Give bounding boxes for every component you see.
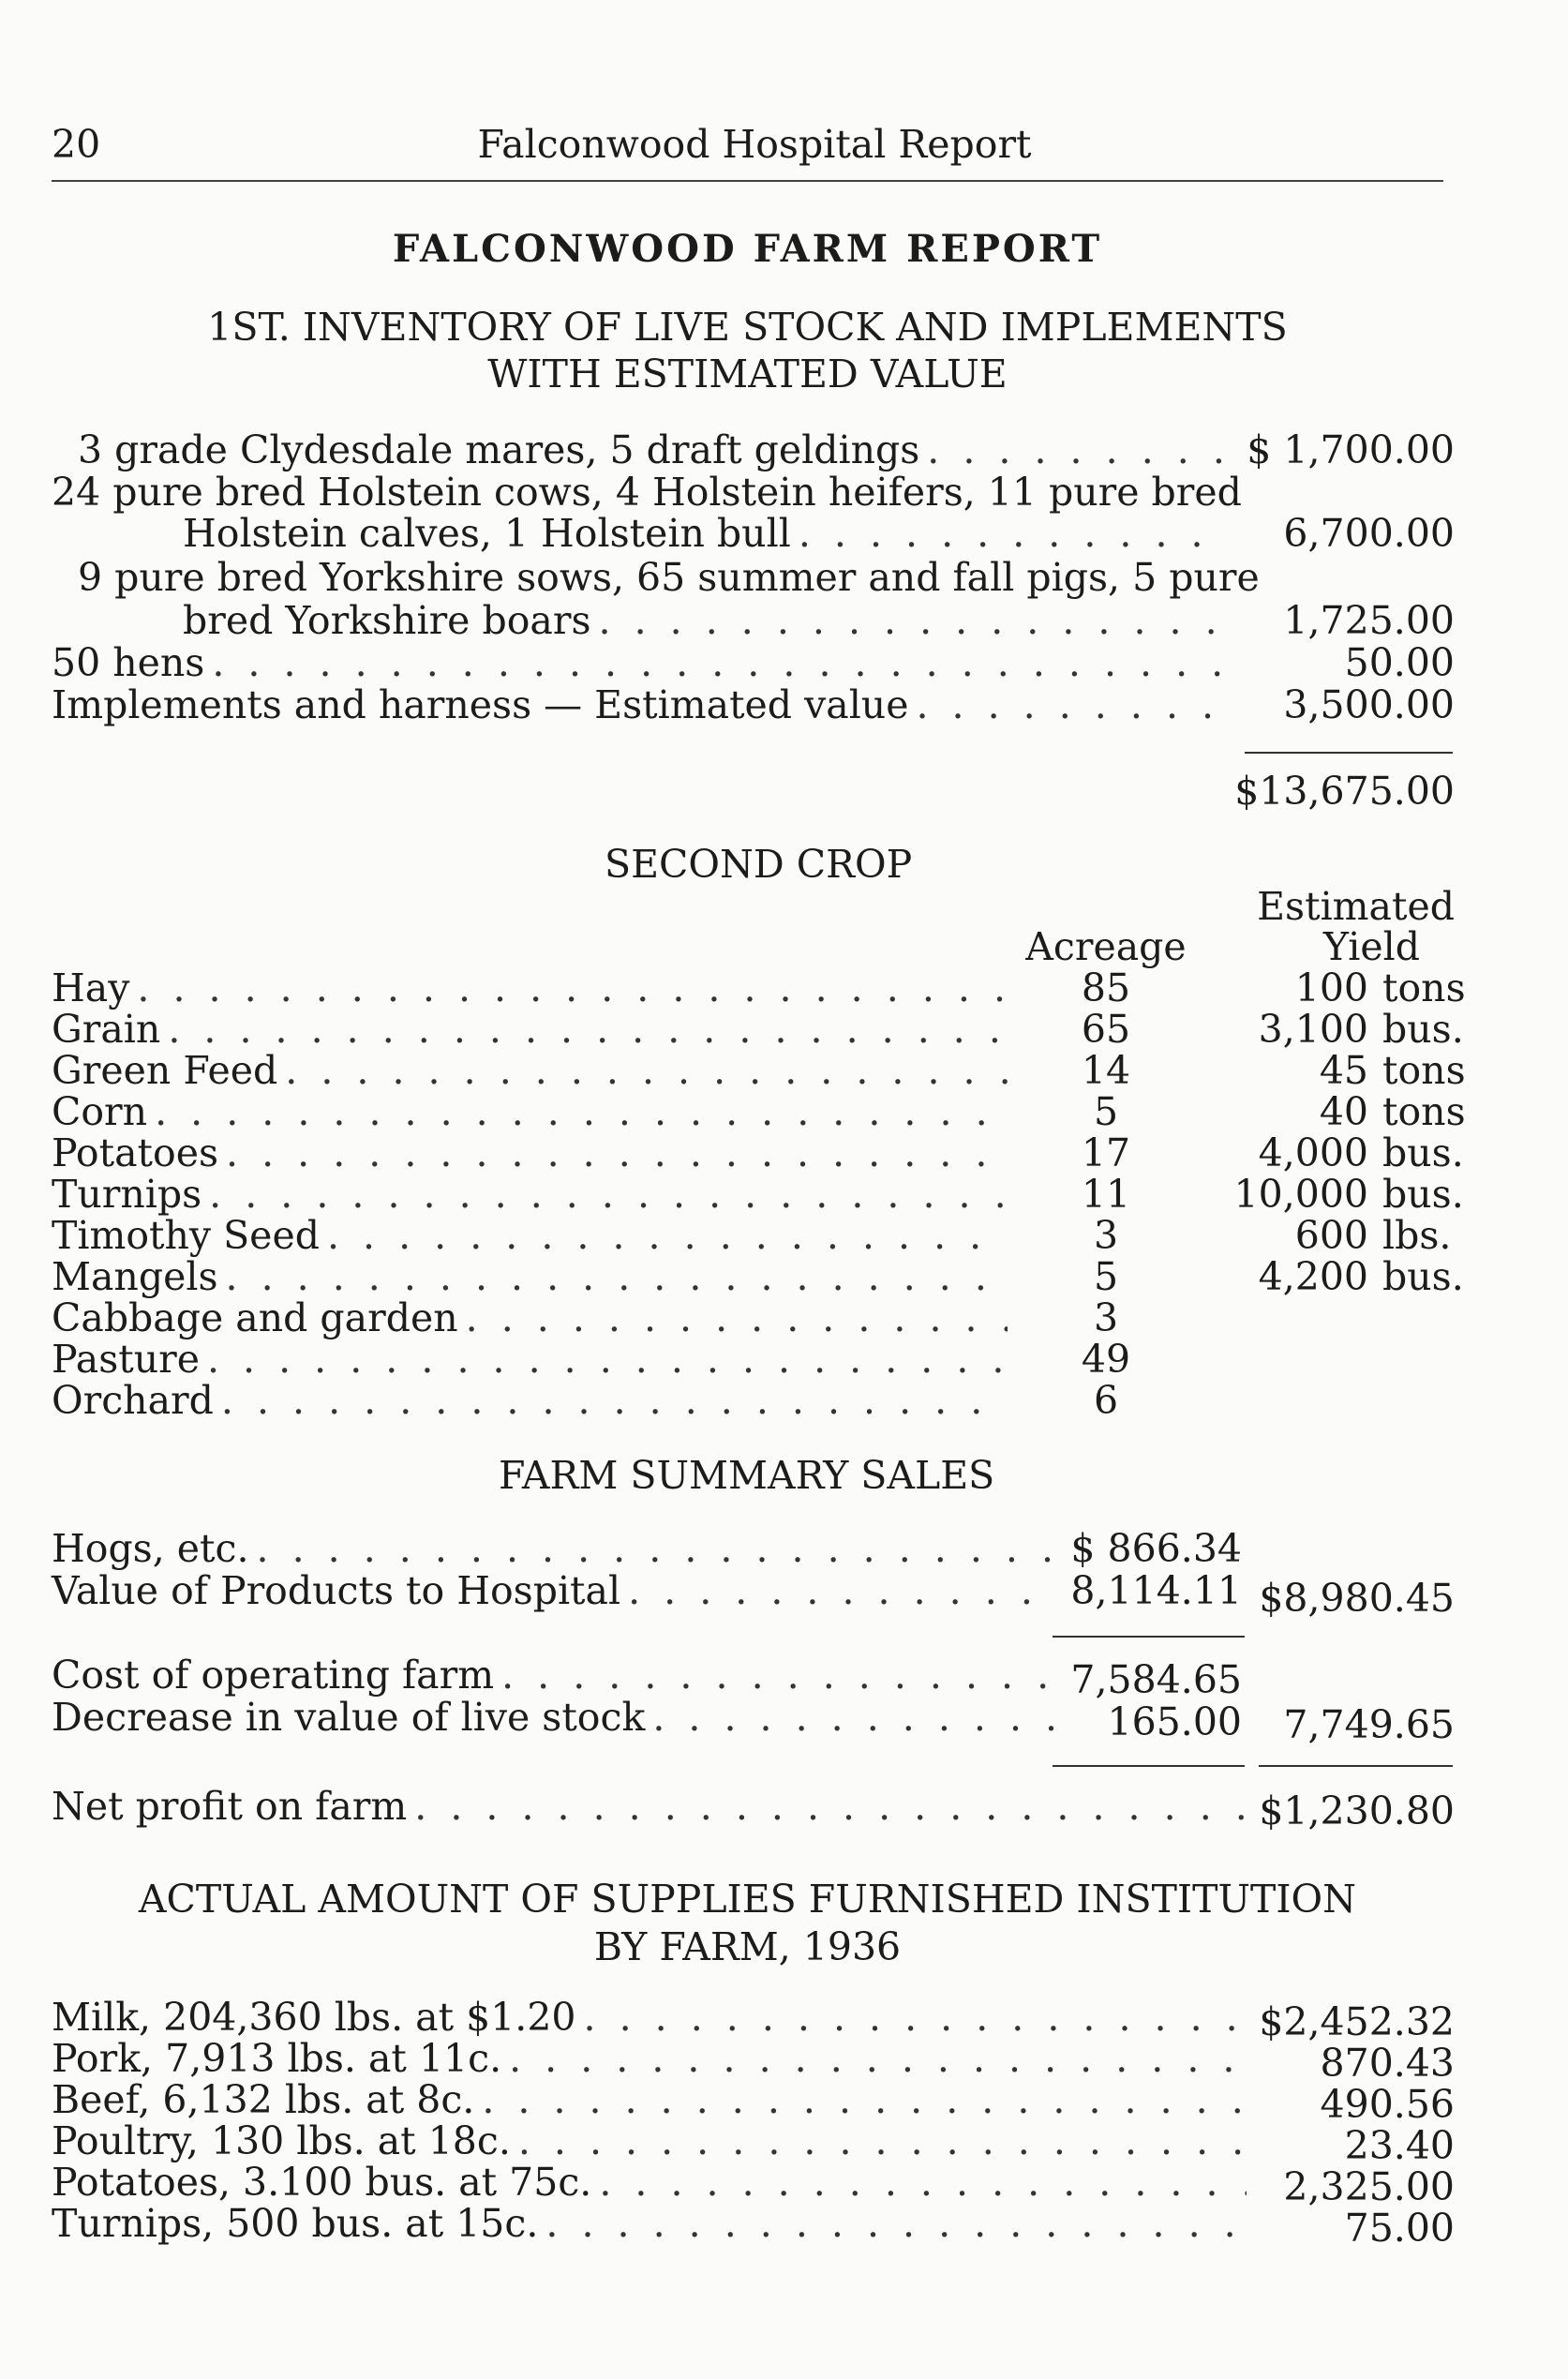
sales-decrease-row: Decrease in value of live stock . . . <box>52 1697 1059 1738</box>
crop-row <box>52 1339 1008 1380</box>
crop-acreage: 85 <box>1081 965 1131 1010</box>
crop-acreage: 17 <box>1081 1130 1131 1175</box>
supply-row <box>52 2079 1247 2120</box>
sales-net-rule-right <box>1259 1765 1453 1767</box>
sales-products-value: 8,114.11 <box>1070 1568 1242 1613</box>
sales-heading: FARM SUMMARY SALES <box>499 1453 995 1498</box>
crop-row <box>52 1009 1008 1050</box>
crop-name: Green Feed <box>52 1048 278 1093</box>
inventory-total-rule <box>1245 752 1453 754</box>
supply-value: 870.43 <box>1320 2041 1455 2086</box>
crop-row <box>52 1380 1008 1421</box>
sales-income-total: $8,980.45 <box>1259 1576 1455 1621</box>
yield-header-line1: Estimated <box>1257 884 1455 929</box>
supply-label: Beef, 6,132 lbs. at 8c. <box>52 2077 475 2122</box>
crop-yield-unit: tons <box>1382 965 1466 1010</box>
inventory-item-horses: 3 grade Clydesdale mares, 5 draft geldings . . . <box>78 429 1226 471</box>
crop-acreage: 5 <box>1093 1254 1119 1299</box>
crop-yield: 45 <box>1319 1048 1368 1093</box>
sales-net-row: Net profit on farm . . . <box>52 1786 1247 1827</box>
supply-label: Potatoes, 3.100 bus. at 75c. <box>52 2160 592 2205</box>
crop-name: Orchard <box>52 1378 214 1423</box>
sales-net-rule-left <box>1053 1765 1245 1767</box>
crop-name: Turnips <box>52 1172 202 1217</box>
sales-net-value: $1,230.80 <box>1259 1788 1455 1833</box>
crop-row <box>52 1050 1008 1091</box>
second-crop-heading: SECOND CROP <box>605 842 913 887</box>
supply-label: Milk, 204,360 lbs. at $1.20 <box>52 1995 576 2040</box>
supply-value: 75.00 <box>1344 2206 1455 2251</box>
crop-row <box>52 1174 1008 1215</box>
inventory-value-pigs: 1,725.00 <box>1283 598 1455 643</box>
yield-header-line2: Yield <box>1322 924 1420 969</box>
crop-yield: 4,000 <box>1258 1130 1368 1175</box>
crop-yield-unit: bus. <box>1382 1130 1464 1175</box>
inventory-item-implements: Implements and harness — Estimated value . . . <box>52 684 1226 726</box>
crop-name: Timothy Seed <box>52 1213 320 1258</box>
acreage-header: Acreage <box>1025 924 1187 969</box>
crop-yield: 10,000 <box>1233 1172 1368 1217</box>
supply-row <box>52 2120 1247 2162</box>
crop-row <box>52 1297 1008 1339</box>
crop-acreage: 3 <box>1093 1295 1119 1340</box>
crop-name: Grain <box>52 1007 161 1052</box>
sales-products-row: Value of Products to Hospital . . . <box>52 1570 1059 1611</box>
crop-acreage: 5 <box>1093 1089 1119 1134</box>
crop-name: Corn <box>52 1089 148 1134</box>
inventory-item-cattle-line1: 24 pure bred Holstein cows, 4 Holstein heifers, 11 pure bred <box>52 470 1242 515</box>
crop-yield: 40 <box>1319 1089 1368 1134</box>
supply-value: 2,325.00 <box>1283 2164 1455 2209</box>
running-header-title: Falconwood Hospital Report <box>477 122 1032 167</box>
supply-row <box>52 1997 1247 2038</box>
crop-name: Cabbage and garden <box>52 1295 458 1340</box>
supply-value: $2,452.32 <box>1259 1999 1455 2044</box>
farm-report-title: FALCONWOOD FARM REPORT <box>392 227 1103 271</box>
supply-row <box>52 2162 1247 2203</box>
inventory-subheading: WITH ESTIMATED VALUE <box>487 352 1008 396</box>
sales-subtotal-rule <box>1053 1636 1245 1638</box>
inventory-item-pigs-line1: 9 pure bred Yorkshire sows, 65 summer and fall pigs, 5 pure <box>78 555 1260 600</box>
inventory-value-cattle: 6,700.00 <box>1283 511 1455 556</box>
sales-cost-value: 7,584.65 <box>1070 1657 1242 1702</box>
sales-expense-total: 7,749.65 <box>1283 1702 1455 1747</box>
crop-row <box>52 1256 1008 1297</box>
crop-name: Pasture <box>52 1337 200 1382</box>
supply-row <box>52 2203 1247 2244</box>
sales-hogs-value: $ 866.34 <box>1070 1526 1242 1571</box>
crop-yield-unit: bus. <box>1382 1172 1464 1217</box>
inventory-item-pigs: bred Yorkshire boars . . . <box>183 600 1226 641</box>
sales-cost-row: Cost of operating farm . . . <box>52 1654 1059 1696</box>
crop-yield-unit: bus. <box>1382 1254 1464 1299</box>
inventory-item-cattle: Holstein calves, 1 Holstein bull . . . <box>183 513 1226 554</box>
crop-row <box>52 967 1008 1009</box>
crop-yield-unit: tons <box>1382 1048 1466 1093</box>
crop-name: Mangels <box>52 1254 218 1299</box>
inventory-item-hens: 50 hens . . . <box>52 642 1226 683</box>
supply-label: Pork, 7,913 lbs. at 11c. <box>52 2036 502 2081</box>
crop-yield: 600 <box>1294 1213 1368 1258</box>
supplies-heading: ACTUAL AMOUNT OF SUPPLIES FURNISHED INSTITUTION <box>138 1877 1357 1922</box>
supply-label: Turnips, 500 bus. at 15c. <box>52 2201 539 2246</box>
crop-row <box>52 1091 1008 1132</box>
supplies-subheading: BY FARM, 1936 <box>593 1924 902 1969</box>
crop-name: Hay <box>52 965 130 1010</box>
crop-acreage: 6 <box>1093 1378 1119 1423</box>
crop-acreage: 65 <box>1081 1007 1131 1052</box>
crop-yield: 3,100 <box>1258 1007 1368 1052</box>
crop-name: Potatoes <box>52 1130 218 1175</box>
supply-value: 490.56 <box>1320 2082 1455 2127</box>
inventory-total: $13,675.00 <box>1234 769 1455 814</box>
crop-acreage: 11 <box>1081 1172 1131 1217</box>
inventory-heading: 1ST. INVENTORY OF LIVE STOCK AND IMPLEMENTS <box>207 305 1288 350</box>
sales-decrease-value: 165.00 <box>1107 1699 1242 1744</box>
crop-row <box>52 1132 1008 1174</box>
crop-acreage: 3 <box>1093 1213 1119 1258</box>
crop-yield: 100 <box>1294 965 1368 1010</box>
inventory-value-horses: $ 1,700.00 <box>1247 427 1455 472</box>
sales-hogs-row: Hogs, etc. . . . <box>52 1528 1059 1569</box>
supply-label: Poultry, 130 lbs. at 18c. <box>52 2118 511 2163</box>
supply-row <box>52 2038 1247 2079</box>
header-rule <box>52 180 1443 182</box>
inventory-value-hens: 50.00 <box>1344 640 1455 685</box>
crop-row <box>52 1215 1008 1256</box>
crop-yield-unit: lbs. <box>1382 1213 1452 1258</box>
crop-acreage: 49 <box>1081 1337 1131 1382</box>
page-number: 20 <box>52 122 101 167</box>
crop-yield-unit: bus. <box>1382 1007 1464 1052</box>
crop-yield: 4,200 <box>1258 1254 1368 1299</box>
supply-value: 23.40 <box>1344 2123 1455 2168</box>
inventory-value-implements: 3,500.00 <box>1283 682 1455 727</box>
crop-acreage: 14 <box>1081 1048 1131 1093</box>
crop-yield-unit: tons <box>1382 1089 1466 1134</box>
